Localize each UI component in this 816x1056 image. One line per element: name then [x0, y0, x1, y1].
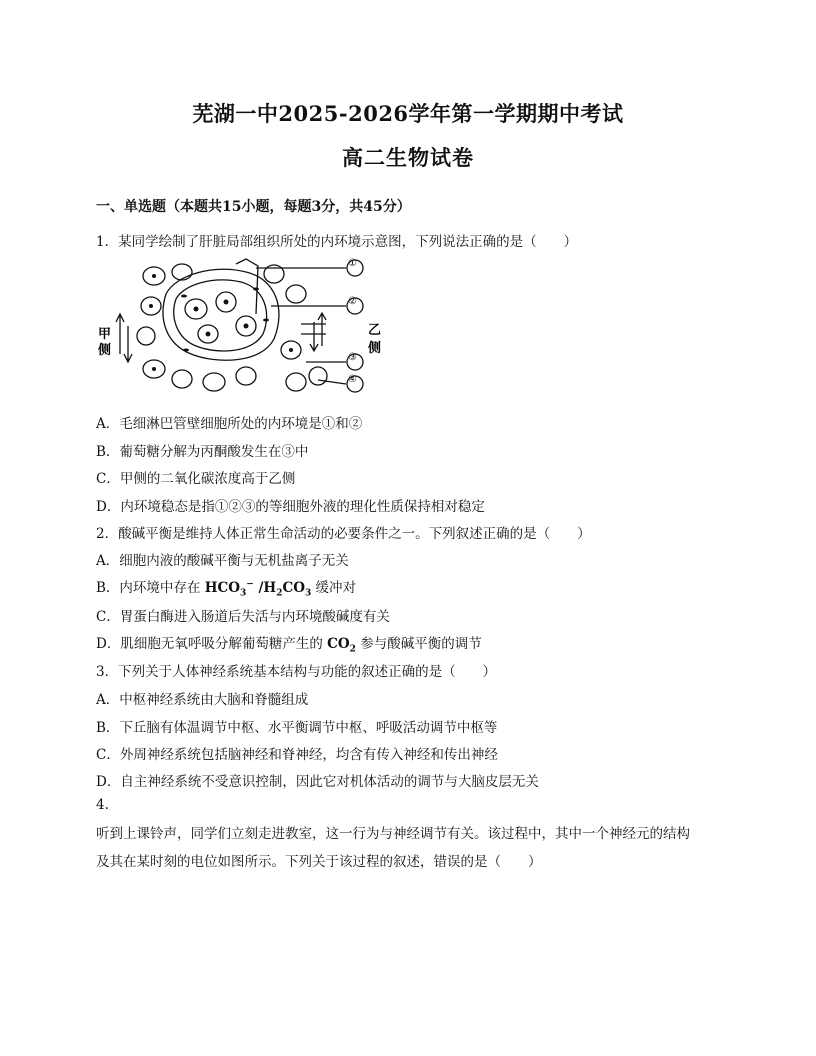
label-left-side-2: 侧	[98, 343, 112, 358]
q1-option-c: C．甲侧的二氧化碳浓度高于乙侧	[96, 471, 296, 487]
q3-option-c: C．外周神经系统包括脑神经和脊神经，均含有传入神经和传出神经	[96, 747, 498, 763]
q2-b-minus: −	[246, 579, 254, 590]
section-heading: 一、单选题（本题共15小题，每题3分，共45分）	[96, 199, 411, 215]
q2-option-d	[96, 632, 482, 655]
q2-b-sub3b: 3	[304, 588, 312, 599]
q1-option-b: B．葡萄糖分解为丙酮酸发生在③中	[96, 444, 309, 460]
q1-option-d: D．内环境稳态是指①②③的等细胞外液的理化性质保持相对稳定	[96, 499, 485, 515]
q4-stem-line2: 及其在某时刻的电位如图所示。下列关于该过程的叙述，错误的是（ ）	[96, 854, 542, 870]
figure-right-label: 乙	[3, 1, 4, 2]
figure-left-label: 甲	[1, 1, 2, 2]
figure-marker-1: ①	[348, 258, 357, 269]
exam-title: 芜湖一中2025-2026学年第一学期期中考试	[192, 101, 624, 126]
q2-d-suffix: 参与酸碱平衡的调节	[355, 636, 482, 652]
q2-b-sub2: 2	[276, 588, 283, 599]
q2-stem: 2．酸碱平衡是维持人体正常生命活动的必要条件之一。下列叙述正确的是（ ）	[96, 526, 591, 542]
exam-subtitle: 高二生物试卷	[342, 145, 474, 170]
q2-b-sub3: 3	[239, 588, 247, 599]
q2-b-slash: /H	[253, 580, 277, 596]
figure-marker-4: ④	[348, 374, 357, 385]
q2-d-sub2: 2	[349, 644, 356, 655]
tissue-diagram	[96, 254, 386, 404]
q3-option-a: A．中枢神经系统由大脑和脊髓组成	[96, 692, 309, 708]
q2-option-b	[96, 576, 356, 599]
tissue-diagram-svg	[96, 254, 386, 404]
q2-b-suffix: 缓冲对	[311, 580, 357, 596]
q2-b-co: CO	[282, 580, 305, 596]
q2-d-co: CO	[327, 636, 350, 652]
figure-marker-3: ③	[348, 352, 357, 363]
q3-option-d: D．自主神经系统不受意识控制，因此它对机体活动的调节与大脑皮层无关	[96, 774, 539, 790]
q2-b-prefix: B．内环境中存在	[96, 580, 205, 596]
q2-option-a: A．细胞内液的酸碱平衡与无机盐离子无关	[96, 553, 349, 569]
q2-b-hco: HCO	[204, 580, 240, 596]
figure-marker-2: ②	[348, 296, 357, 307]
q3-option-b: B．下丘脑有体温调节中枢、水平衡调节中枢、呼吸活动调节中枢等	[96, 720, 498, 736]
q4-number: 4.	[96, 797, 109, 813]
q1-stem: 1．某同学绘制了肝脏局部组织所处的内环境示意图，下列说法正确的是（ ）	[96, 234, 578, 250]
label-right-side-2: 侧	[368, 341, 382, 356]
label-right-side-1: 乙	[368, 323, 382, 338]
q2-d-prefix: D．肌细胞无氧呼吸分解葡萄糖产生的	[96, 636, 328, 652]
q3-stem: 3．下列关于人体神经系统基本结构与功能的叙述正确的是（ ）	[96, 664, 497, 680]
q1-option-a: A．毛细淋巴管壁细胞所处的内环境是①和②	[96, 416, 363, 432]
label-left-side-1: 甲	[98, 327, 112, 342]
q2-option-c: C．胃蛋白酶进入肠道后失活与内环境酸碱度有关	[96, 609, 390, 625]
q4-stem-line1: 听到上课铃声，同学们立刻走进教室，这一行为与神经调节有关。该过程中，其中一个神经元的结构	[96, 826, 690, 842]
